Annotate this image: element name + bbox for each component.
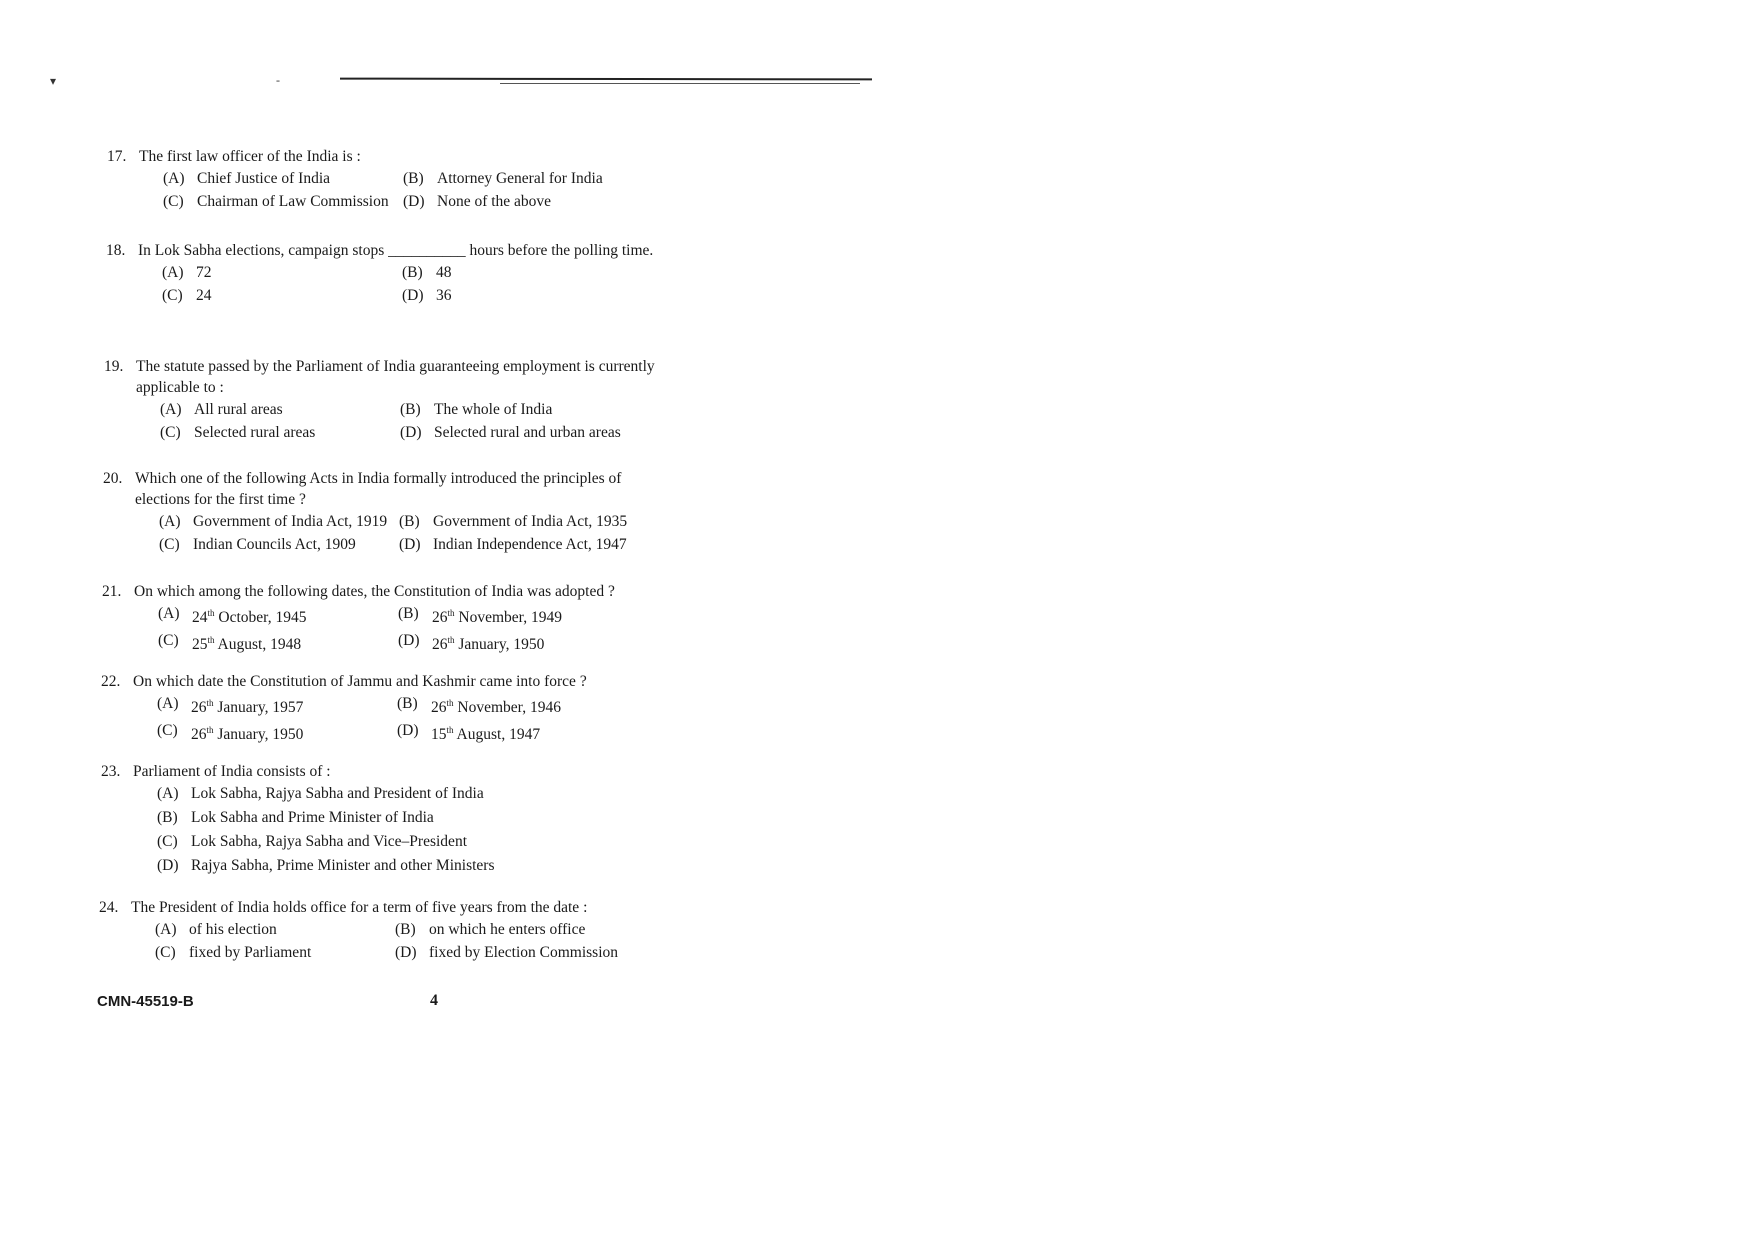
question-number: 19. <box>104 358 124 375</box>
option-c: (C) Lok Sabha, Rajya Sabha and Vice–President <box>157 833 467 850</box>
option-a: (A) Government of India Act, 1919 <box>159 513 388 530</box>
option-c: (C) 26th January, 1950 <box>157 722 304 744</box>
option-b: (B) 26th November, 1946 <box>397 695 561 717</box>
question-text: The statute passed by the Parliament of India guaranteeing employment is currently applicable to : <box>136 358 655 396</box>
options-grid <box>157 693 677 745</box>
question-number: 18. <box>106 242 126 259</box>
question-21 <box>102 581 678 655</box>
question-18 <box>106 240 682 306</box>
option-b: (B) 26th November, 1949 <box>398 605 562 627</box>
question-number: 21. <box>102 583 122 600</box>
option-a: (A) 24th October, 1945 <box>158 605 307 627</box>
option-d: (D) Indian Independence Act, 1947 <box>399 536 627 553</box>
option-b: (B) on which he enters office <box>395 921 586 938</box>
paper-code: CMN-45519-B <box>97 993 194 1010</box>
option-c: (C) 25th August, 1948 <box>158 632 302 654</box>
options-grid <box>155 919 675 963</box>
scan-artifact: - <box>276 73 280 87</box>
options-grid <box>163 168 683 212</box>
question-23 <box>101 761 653 876</box>
question-text: Which one of the following Acts in India formally introduced the principles of elections for the first time ? <box>135 470 622 508</box>
question-text: The President of India holds office for a term of five years from the date : <box>131 899 588 916</box>
option-a: (A) Lok Sabha, Rajya Sabha and President of India <box>157 785 484 802</box>
option-c: (C) 24 <box>162 287 212 304</box>
question-number: 22. <box>101 673 121 690</box>
options-grid <box>162 262 682 306</box>
options-grid <box>160 399 680 443</box>
option-a: (A) All rural areas <box>160 401 283 418</box>
header-rule-secondary <box>500 83 860 84</box>
page-number: 4 <box>430 992 438 1009</box>
option-d: (D) 15th August, 1947 <box>397 722 541 744</box>
question-text: On which date the Constitution of Jammu and Kashmir came into force ? <box>133 673 587 690</box>
option-b: (B) The whole of India <box>400 401 553 418</box>
question-text: On which among the following dates, the Constitution of India was adopted ? <box>134 583 615 600</box>
question-text: The first law officer of the India is : <box>139 148 361 165</box>
question-20 <box>103 468 679 555</box>
option-c: (C) Chairman of Law Commission <box>163 193 389 210</box>
option-c: (C) Indian Councils Act, 1909 <box>159 536 356 553</box>
option-c: (C) Selected rural areas <box>160 424 316 441</box>
option-b: (B) Government of India Act, 1935 <box>399 513 628 530</box>
option-a: (A) of his election <box>155 921 277 938</box>
option-a: (A) 72 <box>162 264 212 281</box>
scan-artifact: ▾ <box>50 74 57 88</box>
question-22 <box>101 671 677 745</box>
question-17 <box>107 146 683 212</box>
option-d: (D) None of the above <box>403 193 552 210</box>
question-number: 24. <box>99 899 119 916</box>
option-d: (D) 36 <box>402 287 452 304</box>
question-number: 17. <box>107 148 127 165</box>
header-rule <box>340 78 872 81</box>
options-grid <box>158 603 678 655</box>
option-d: (D) 26th January, 1950 <box>398 632 545 654</box>
option-b: (B) Lok Sabha and Prime Minister of India <box>157 809 434 826</box>
option-b: (B) 48 <box>402 264 452 281</box>
question-number: 20. <box>103 470 123 487</box>
option-d: (D) Selected rural and urban areas <box>400 424 621 441</box>
option-a: (A) 26th January, 1957 <box>157 695 304 717</box>
question-number: 23. <box>101 763 121 780</box>
question-19 <box>104 356 680 443</box>
option-d: (D) Rajya Sabha, Prime Minister and other Ministers <box>157 857 495 874</box>
option-a: (A) Chief Justice of India <box>163 170 331 187</box>
option-c: (C) fixed by Parliament <box>155 944 312 961</box>
options-list <box>157 783 653 876</box>
option-b: (B) Attorney General for India <box>403 170 603 187</box>
question-text: In Lok Sabha elections, campaign stops __________ hours before the polling time. <box>138 242 654 259</box>
question-24 <box>99 897 675 963</box>
option-d: (D) fixed by Election Commission <box>395 944 618 961</box>
question-text: Parliament of India consists of : <box>133 763 331 780</box>
options-grid <box>159 511 679 555</box>
